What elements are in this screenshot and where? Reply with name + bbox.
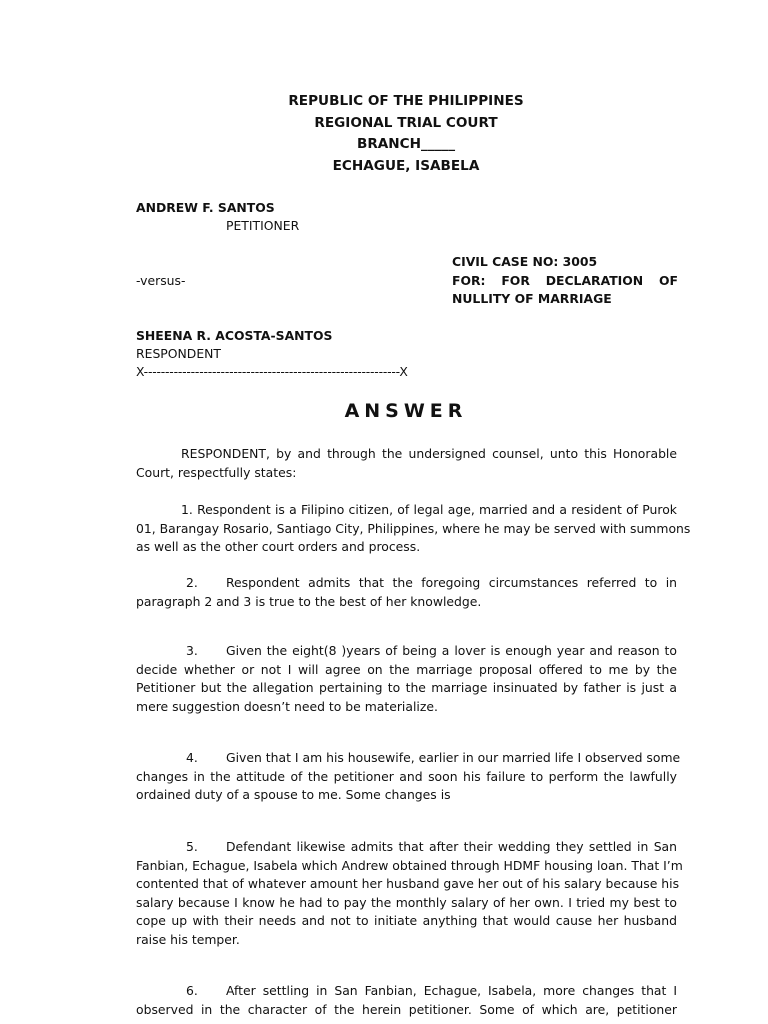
paragraph-line [136,838,677,857]
paragraph-text: Respondent is a Filipino citizen, of legal age, married and a resident of Purok [197,502,677,517]
caption-court: REGIONAL TRIAL COURT [314,114,498,131]
case-nature-line1 [452,273,678,288]
civil-case-number: CIVIL CASE NO: 3005 [452,254,598,269]
paragraph-5 [136,838,683,950]
document-title: ANSWER [344,400,468,422]
paragraph-line: observed in the character of the herein petitioner. Some of which are, petitioner [136,1001,677,1017]
paragraph-line [136,982,677,1001]
case-for-word: FOR [501,273,530,288]
petitioner-name: ANDREW F. SANTOS [136,200,275,215]
paragraph-line [136,574,677,593]
respondent-role: RESPONDENT [136,346,222,361]
paragraph-line: 01, Barangay Rosario, Santiago City, Philippines, where he may be served with summons [136,520,691,536]
paragraph-line: raise his temper. [136,931,240,947]
petitioner-role: PETITIONER [226,218,300,233]
paragraph-number: 2. [186,575,198,590]
paragraph-line: salary because I know he had to pay the monthly salary of her own. I tried my best to [136,894,677,910]
paragraph-number: 3. [186,643,198,658]
case-nature-line2: NULLITY OF MARRIAGE [452,291,612,306]
paragraph-3 [136,642,677,716]
paragraph-number: 4. [186,750,198,765]
paragraph-6 [136,982,677,1019]
case-of-word: OF [659,273,678,288]
paragraph-4 [136,749,681,805]
paragraph-line: changes in the attitude of the petitioner and soon his failure to perform the lawfully [136,768,677,784]
paragraph-line: as well as the other court orders and process. [136,539,421,555]
court-caption [136,91,676,177]
paragraph-line: cope up with their needs and not to initiate anything that would cause her husband [136,913,677,929]
paragraph-line: decide whether or not I will agree on the marriage proposal offered to me by the [136,661,677,677]
caption-branch: BRANCH_____ [356,136,456,152]
versus-label: -versus- [136,273,186,288]
paragraph-number: 6. [186,983,198,998]
paragraph-text: Respondent admits that the foregoing circumstances referred to in [226,575,677,590]
intro-line: Court, respectfully states: [136,464,297,480]
paragraph-line: ordained duty of a spouse to me. Some changes is [136,787,451,803]
paragraph-line: contented that of whatever amount her husband gave her out of his salary because his [136,876,680,892]
paragraph-line [136,749,681,768]
paragraph-2 [136,574,677,611]
paragraph-number: 1. [181,502,193,517]
paragraph-text: Given the eight(8 )years of being a lover is enough year and reason to [226,643,677,658]
paragraph-1 [136,501,691,557]
paragraph-text: Given that I am his housewife, earlier in our married life I observed some [226,750,681,765]
paragraph-line [136,642,677,661]
paragraph-text: Defendant likewise admits that after their wedding they settled in San [226,839,677,854]
paragraph-line: mere suggestion doesn’t need to be materialize. [136,698,438,714]
intro-line: RESPONDENT, by and through the undersigned counsel, unto this Honorable [181,446,677,461]
paragraph-line [136,501,677,520]
intro-paragraph [136,445,677,482]
paragraph-number: 5. [186,839,198,854]
paragraph-line: paragraph 2 and 3 is true to the best of her knowledge. [136,593,482,609]
paragraph-line: Petitioner but the allegation pertaining to the marriage insinuated by father is just a [136,680,677,696]
paragraph-line: Fanbian, Echague, Isabela which Andrew obtained through HDMF housing loan. That I’m [136,857,683,873]
case-for-label: FOR: [452,273,486,288]
case-declaration-word: DECLARATION [545,273,644,288]
caption-republic: REPUBLIC OF THE PHILIPPINES [288,93,524,109]
respondent-name: SHEENA R. ACOSTA-SANTOS [136,328,333,343]
caption-location: ECHAGUE, ISABELA [332,157,480,174]
caption-separator: X------------------------------------------------------------X [136,364,408,379]
paragraph-text: After settling in San Fanbian, Echague, Isabela, more changes that I [226,983,677,998]
